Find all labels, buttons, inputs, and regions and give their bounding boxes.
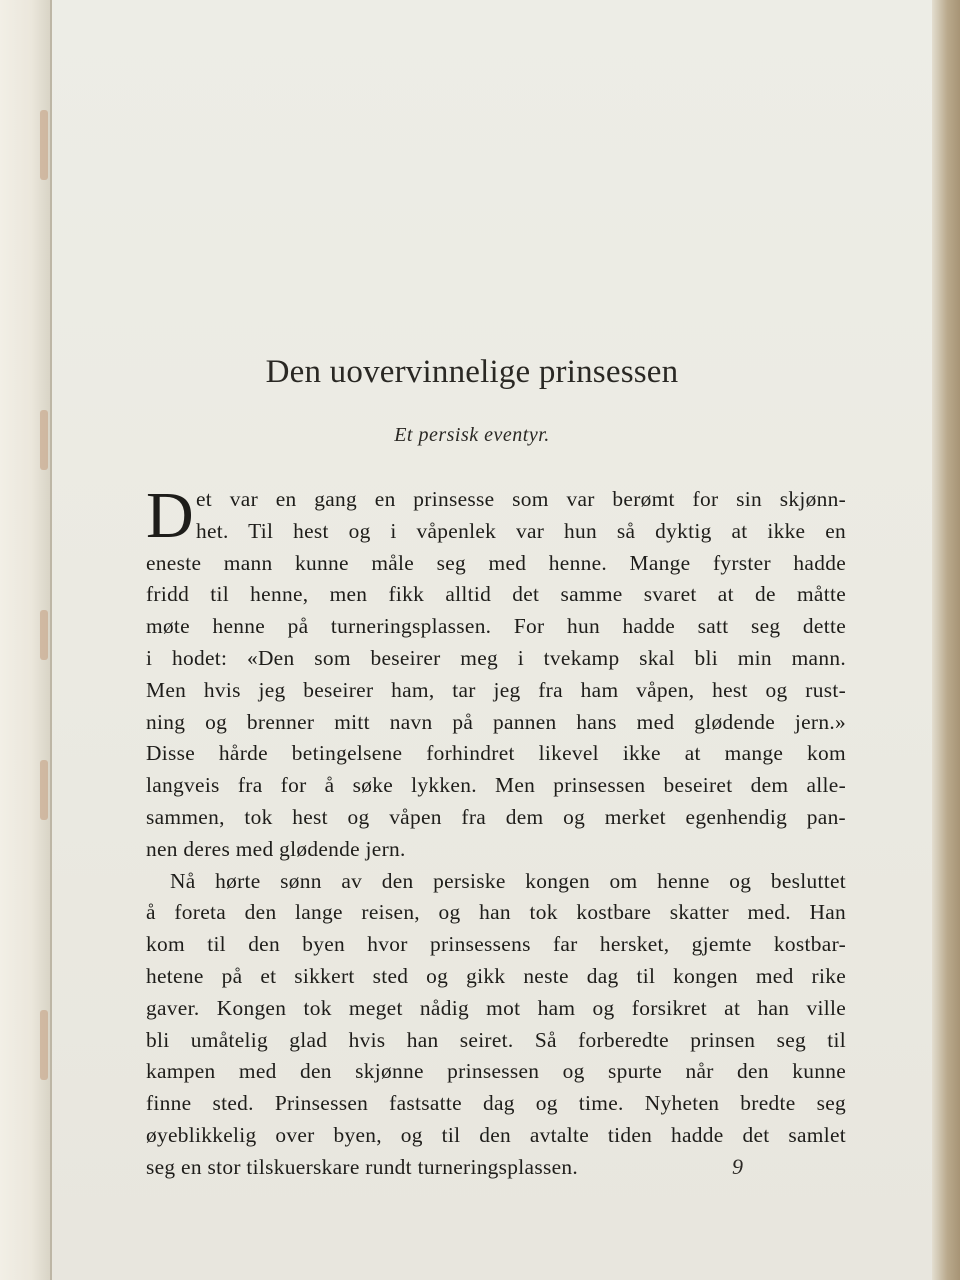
text-line: finne sted. Prinsessen fastsatte dag og time. Nyheten bredte seg: [146, 1091, 846, 1116]
text-line: hetene på et sikkert sted og gikk neste dag til kongen med rike: [146, 963, 846, 988]
text-line: het. Til hest og i våpenlek var hun så dyktig at ikke en: [196, 518, 846, 543]
story-body: [146, 479, 846, 1184]
paragraph-1: [146, 479, 846, 866]
paragraph-2: [146, 866, 846, 1184]
text-line: et var en gang en prinsesse som var berømt for sin skjønn-: [196, 487, 846, 511]
text-line: sammen, tok hest og våpen fra dem og merket egenhendig pan-: [146, 804, 846, 829]
text-line: øyeblikkelig over byen, og til den avtalte tiden hadde det samlet: [146, 1122, 846, 1147]
story-subtitle: Et persisk eventyr.: [394, 424, 550, 446]
text-line: Nå hørte sønn av den persiske kongen om henne og besluttet: [170, 868, 846, 893]
binding-mark: [40, 760, 48, 820]
text-line: bli umåtelig glad hvis han seiret. Så forberedte prinsen seg til: [146, 1027, 846, 1052]
text-line: ning og brenner mitt navn på pannen hans med glødende jern.»: [146, 709, 846, 734]
text-line: kom til den byen hvor prinsessens far hersket, gjemte kostbar-: [146, 932, 846, 957]
text-line: nen deres med glødende jern.: [146, 836, 406, 861]
book-page: [52, 0, 932, 1280]
text-line: gaver. Kongen tok meget nådig mot ham og forsikret at han ville: [146, 995, 846, 1020]
text-line: Disse hårde betingelsene forhindret likevel ikke at mange kom: [146, 741, 846, 766]
page-number: 9: [732, 1154, 743, 1179]
text-line: seg en stor tilskuerskare rundt turneringsplassen.: [146, 1154, 579, 1179]
text-line: kampen med den skjønne prinsessen og spurte når den kunne: [146, 1059, 846, 1084]
drop-cap: D: [146, 479, 194, 552]
text-line: Men hvis jeg beseirer ham, tar jeg fra ham våpen, hest og rust-: [146, 677, 846, 702]
text-line: møte henne på turneringsplassen. For hun hadde satt seg dette: [146, 614, 846, 639]
page-stack-edge: [932, 0, 960, 1280]
text-line: langveis fra for å søke lykken. Men prinsessen beseiret dem alle-: [146, 773, 846, 798]
text-line: i hodet: «Den som beseirer meg i tvekamp skal bli min mann.: [146, 645, 846, 670]
text-line: fridd til henne, men fikk alltid det samme svaret at de måtte: [146, 582, 846, 607]
binding-mark: [40, 1010, 48, 1080]
binding-mark: [40, 610, 48, 660]
binding-mark: [40, 410, 48, 470]
text-line: eneste mann kunne måle seg med henne. Mange fyrster hadde: [146, 550, 846, 575]
story-title: Den uovervinnelige prinsessen: [265, 354, 679, 390]
text-line: å foreta den lange reisen, og han tok kostbare skatter med. Han: [146, 900, 846, 925]
binding-mark: [40, 110, 48, 180]
